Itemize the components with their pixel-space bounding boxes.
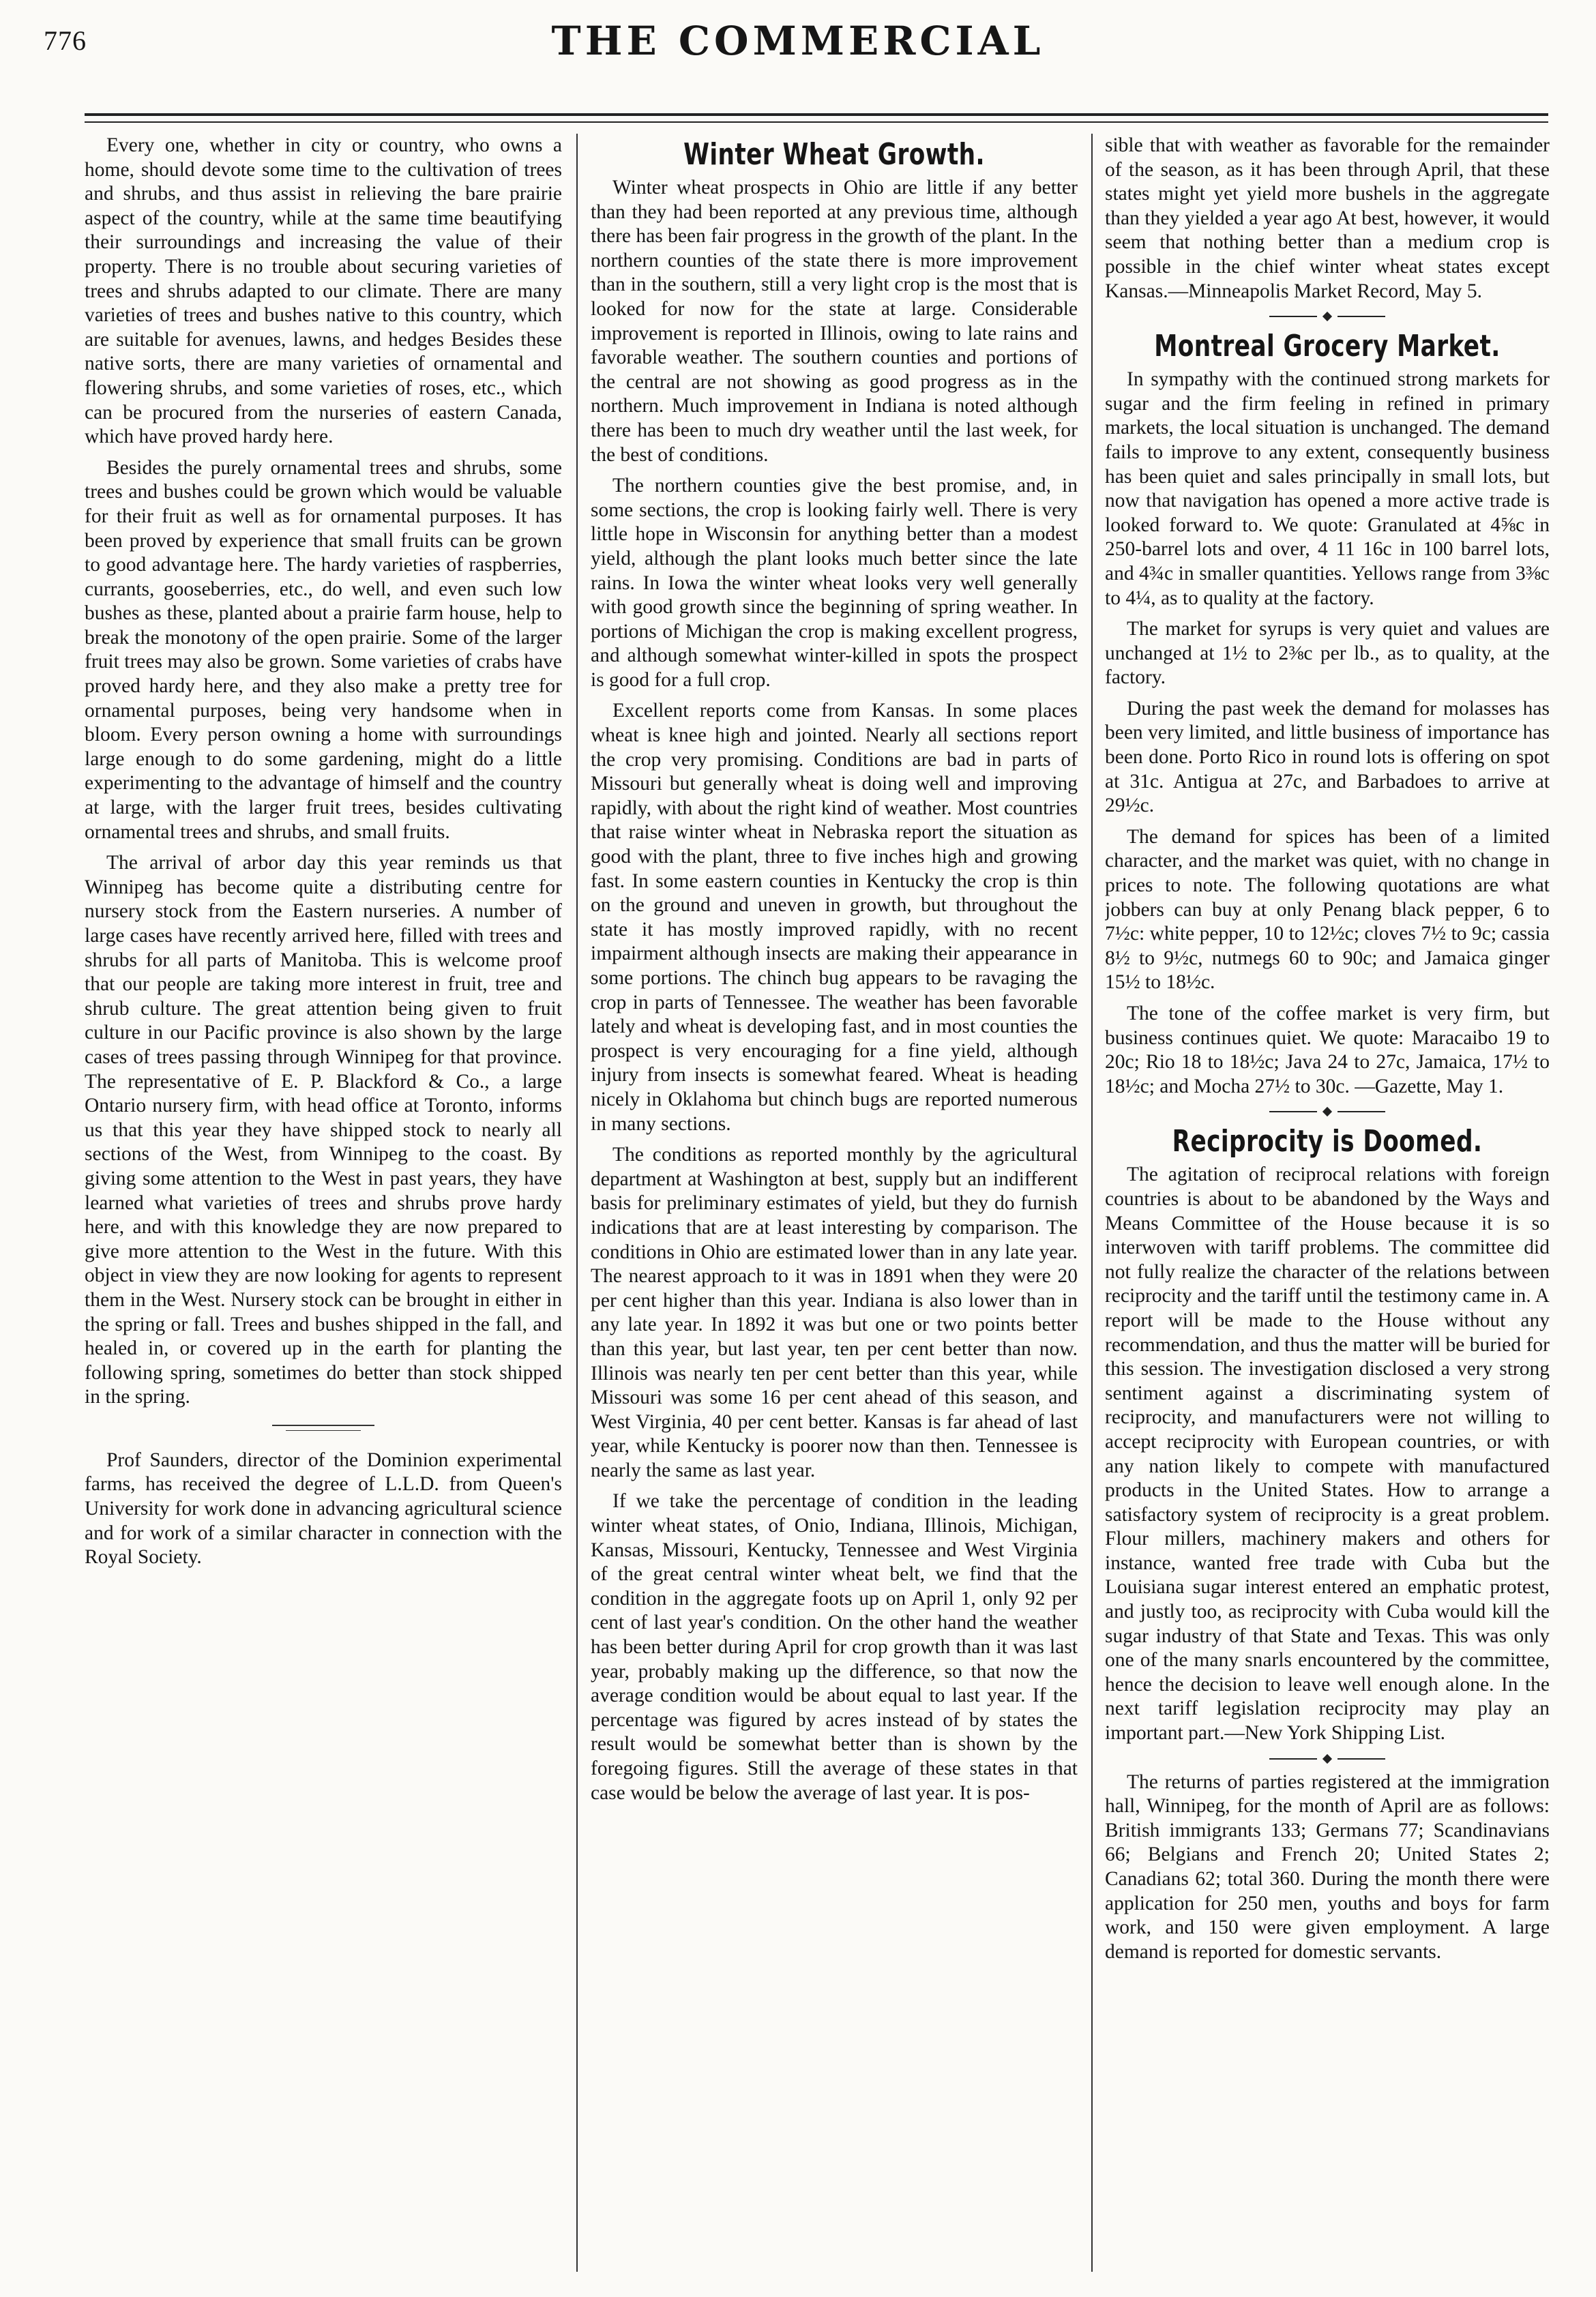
article-paragraph: The market for syrups is very quiet and values are unchanged at 1½ to 2⅜c per lb., as to quality, at the factory. bbox=[1105, 618, 1550, 689]
article-paragraph: Winter wheat prospects in Ohio are little if any better than they had been reported at any previous time, although there has been fair progress in the growth of the plant. In the northern counties of the state there is more improvement than in the southern, still a very light crop is the most that is looked for now for the state at large. Considerable improvement is reported in Illinois, owing to late rains and favorable weather. The southern counties and portions of the central are not showing as good progress as in the northern. Much improvement in Indiana is noted although there has been to much dry weather until the last week, for the best of conditions. bbox=[591, 177, 1078, 466]
section-separator bbox=[1105, 313, 1550, 320]
article-paragraph: The agitation of reciprocal relations with foreign countries is about to be abandoned by the Ways and Means Committee of the House because it is so interwoven with tariff problems. The committee did not fully realize the character of the relations between reciprocity and the tariff until the testimony came in. A report will be made to the House without any recommendation, and thus the matter will be buried for this session. The investigation disclosed a very strong sentiment against a discriminating system of reciprocity, and manufacturers were not willing to accept reciprocity with European countries, or with any nation likely to compete with manufactured products in the United States. How to arrange a satisfactory system of reciprocity is a great problem. Flour millers, machinery makers and others for instance, wanted free trade with Cuba but the Louisiana sugar interest entered an emphatic protest, and justly too, as reciprocity with Cuba would kill the sugar industry of that State and Texas. This was only one of the many snarls encountered by the committee, hence the decision to leave well enough alone. In the next tariff legislation reciprocity may play an important part.—New York Shipping List. bbox=[1105, 1164, 1550, 1745]
article-title: Montreal Grocery Market. bbox=[1154, 329, 1501, 364]
section-separator bbox=[1105, 1108, 1550, 1115]
header-rule-thin bbox=[85, 121, 1548, 123]
header-rule bbox=[85, 113, 1548, 116]
article-title: Reciprocity is Doomed. bbox=[1172, 1124, 1483, 1159]
masthead: THE COMMERCIAL bbox=[551, 18, 1045, 64]
column-divider bbox=[576, 134, 578, 2272]
article-paragraph: If we take the percentage of condition in the leading winter wheat states, of Onio, Indiana, Illinois, Michigan, Kansas, Missouri, Kentucky, Tennessee and West Virginia of the great central winter wheat belt, we find that the condition in the aggregate foots up on April 1, only 92 per cent of last year's condition. On the other hand the weather has been better during April for crop growth than it was last year, probably making up the difference, so that now the average condition would be about equal to last year. If the percentage was figured by acres instead of by states the result would be somewhat better than is shown by the foregoing figures. Still the average of these states in that case would be below the average of last year. It is pos- bbox=[591, 1490, 1078, 1804]
article-paragraph: The northern counties give the best promise, and, in some sections, the crop is looking fairly well. There is very little hope in Wisconsin for anything better than a modest yield, although the plant looks much better since the late rains. In Iowa the winter wheat looks very well generally with good growth since the beginning of spring weather. In portions of Michigan the crop is making excellent progress, and although somewhat winter-killed in spots the prospect is good for a full crop. bbox=[591, 475, 1078, 691]
column-3 bbox=[1105, 134, 1550, 2272]
article-paragraph: The tone of the coffee market is very firm, but business continues quiet. We quote: Maracaibo 19 to 20c; Rio 18 to 18½c; Java 24 to 27c, Jamaica, 17½ to 18½c; and Mocha 27½ to 30c. —Gazette, May 1. bbox=[1105, 1003, 1550, 1097]
article-title: Winter Wheat Growth. bbox=[683, 137, 985, 172]
column-2 bbox=[591, 134, 1078, 2272]
article-paragraph: The conditions as reported monthly by the agricultural department at Washington at best, supply but an indifferent basis for preliminary estimates of yield, but they do furnish indications that are at least interesting by comparison. The conditions in Ohio are estimated lower than in any late year. The nearest approach to it was in 1891 when they were 20 per cent higher than this year. Indiana is also lower than in any late year. In 1892 it was but one or two points better than this year, but last year, ten per cent better than now. Illinois was nearly ten per cent better than this year, while Missouri was some 16 per cent ahead of this season, and West Virginia, 40 per cent better. Kansas is far ahead of last year, while Kentucky is poorer now than then. Tennessee is nearly the same as last year. bbox=[591, 1144, 1078, 1481]
article-paragraph: sible that with weather as favorable for the remainder of the season, as it has been through April, that these states might yet yield more bushels in the aggregate than they yielded a year ago At best, however, it would seem that nothing better than a medium crop is possible in the chief winter wheat states except Kansas.—Minneapolis Market Record, May 5. bbox=[1105, 134, 1550, 302]
article-paragraph: Besides the purely ornamental trees and shrubs, some trees and bushes could be grown which would be valuable for their fruit as well as for ornamental purposes. It has been proved by experience that small fruits can be grown to good advantage here. The hardy varieties of raspberries, currants, gooseberries, etc., do well, and even such low bushes as these, planted about a prairie farm house, help to break the monotony of the open prairie. Some of the larger fruit trees may also be grown. Some varieties of crabs have proved hardy here, and they also make a pretty tree for ornamental purposes, being very handsome when in bloom. Every person owning a home with surroundings large enough to do some gardening, might do a little experimenting to the advantage of himself and the country at large, with the larger fruit trees, besides cultivating ornamental trees and shrubs, and small fruits. bbox=[85, 456, 562, 843]
article-paragraph: In sympathy with the continued strong markets for sugar and the firm feeling in refined in primary markets, the local situation is unchanged. The demand fails to improve to any extent, consequently business has been quiet and sales principally in small lots, but now that navigation has opened a more active trade is looked forward to. We quote: Granulated at 4⅝c in 250-barrel lots and over, 4 11 16c in 100 barrel lots, and 4¾c in smaller quantities. Yellows range from 3⅜c to 4¼, as to quality at the factory. bbox=[1105, 368, 1550, 609]
article-paragraph: The demand for spices has been of a limited character, and the market was quiet, with no change in prices to note. The following quotations are what jobbers can buy at only Penang black pepper, 6 to 7½c: white pepper, 10 to 12½c; cloves 7½ to 9c; cassia 8½ to 9½c, nutmegs 60 to 90c; and Jamaica ginger 15½ to 18½c. bbox=[1105, 825, 1550, 994]
article-paragraph: Every one, whether in city or country, who owns a home, should devote some time to the cultivation of trees and shrubs, and thus assist in relieving the bare prairie aspect of the country, while at the same time beautifying their surroundings and increasing the value of their property. There is no trouble about securing varieties of trees and shrubs adapted to our climate. There are many varieties of trees and bushes native to this country, which are suitable for avenues, lawns, and hedges Besides these native sorts, there are many varieties of ornamental and flowering shrubs, and some varieties of roses, etc., which can be procured from the nurseries of eastern Canada, which have proved hardy here. bbox=[85, 134, 562, 448]
article-paragraph: Excellent reports come from Kansas. In some places wheat is knee high and jointed. Nearly all sections report the crop very promising. Conditions are bad in parts of Missouri but generally wheat is doing well and improving rapidly, with about the right kind of weather. Most countries that raise winter wheat in Nebraska report the situation as good with the plant, three to five inches high and growing fast. In some eastern counties in Kentucky the crop is thin on the ground and uneven in growth, but throughout the state it has mostly improved rapidly, with no recent impairment although insects are making their appearance in some portions. The chinch bug appears to be ravaging the crop in parts of Tennessee. The weather has been favorable lately and wheat is developing fast, and in most counties the prospect is very encouraging for a fine yield, although injury from insects is somewhat feared. Wheat is heading nicely in Oklahoma but chinch bugs are reported numerous in many sections. bbox=[591, 700, 1078, 1135]
news-note: The returns of parties registered at the immigration hall, Winnipeg, for the month of April are as follows: British immigrants 133; Germans 77; Scandinavians 66; Belgians and French 20; United States 2; Canadians 62; total 360. During the month there were application for 250 men, youths and boys for farm work, and 150 were given employment. A large demand is reported for domestic servants. bbox=[1105, 1770, 1550, 1963]
article-paragraph: During the past week the demand for molasses has been very limited, and little business of importance has been done. Porto Rico in round lots is offering on spot at 31c. Antigua at 27c, and Barbadoes to arrive at 29½c. bbox=[1105, 697, 1550, 817]
article-paragraph: The arrival of arbor day this year reminds us that Winnipeg has become quite a distributing centre for nursery stock from the Eastern nurseries. A number of large cases have recently arrived here, filled with trees and shrubs for all parts of Manitoba. This is welcome proof that our people are taking more interest in fruit, tree and shrub culture. The great attention being given to fruit culture in our Pacific province is also shown by the large cases of trees passing through Winnipeg for that province. The representative of E. P. Blackford & Co., a large Ontario nursery firm, with head office at Toronto, informs us that this year they have shipped stock to nearly all sections of the West, from Winnipeg to the coast. By giving some attention to the West in past years, they have learned what varieties of trees and shrubs prove hardy here, and with this knowledge they are now prepared to give more attention to the West in the future. With this object in view they are now looking for agents to represent them in the West. Nursery stock can be brought in either in the spring or fall. Trees and bushes shipped in the fall, and healed in, or covered up in the earth for planting the following spring, sometimes do better than stock shipped in the spring. bbox=[85, 852, 562, 1408]
column-divider bbox=[1091, 134, 1093, 2272]
news-note: Prof Saunders, director of the Dominion experimental farms, has received the degree of L.L.D. from Queen's University for work done in advancing agricultural science and for work of a similar character in connection with the Royal Society. bbox=[85, 1449, 562, 1569]
column-1 bbox=[85, 134, 562, 2272]
section-rule bbox=[272, 1425, 374, 1426]
page-number: 776 bbox=[44, 25, 87, 56]
section-separator bbox=[1105, 1755, 1550, 1762]
section-rule bbox=[286, 1430, 361, 1431]
